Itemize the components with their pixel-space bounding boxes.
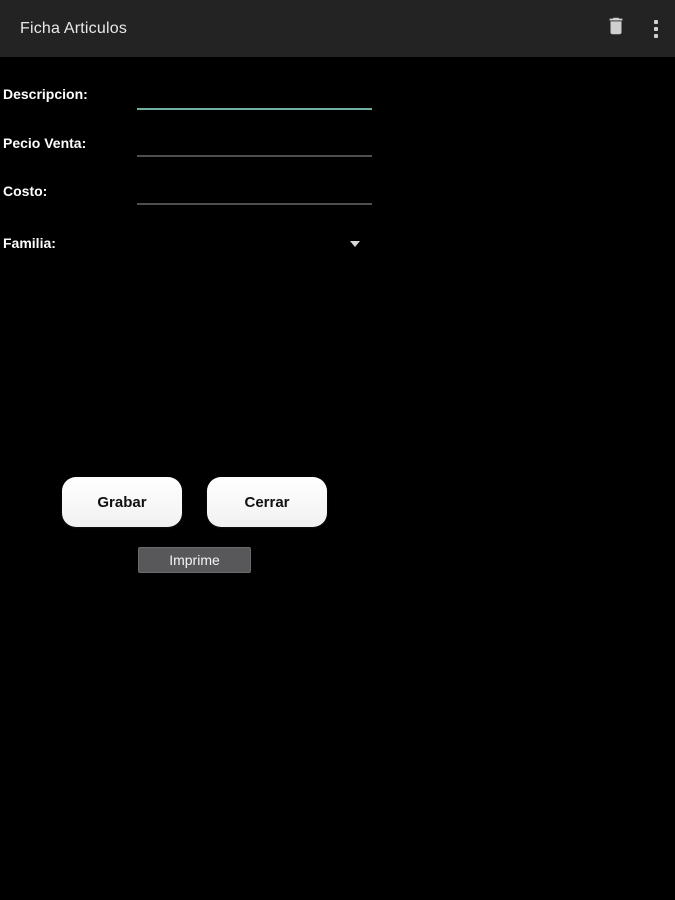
overflow-menu-icon <box>654 20 658 38</box>
familia-spinner[interactable] <box>137 228 372 258</box>
pecio-venta-input[interactable] <box>137 129 372 157</box>
descripcion-input[interactable] <box>137 82 372 110</box>
descripcion-label: Descripcion: <box>3 86 88 102</box>
app-bar <box>0 0 675 57</box>
trash-icon <box>605 14 627 43</box>
overflow-menu-button[interactable] <box>640 0 672 57</box>
pecio-venta-label: Pecio Venta: <box>3 135 87 151</box>
costo-input[interactable] <box>137 177 372 205</box>
familia-label: Familia: <box>3 235 56 251</box>
imprime-button[interactable]: Imprime <box>138 547 251 573</box>
page-title: Ficha Articulos <box>20 19 128 37</box>
grabar-button[interactable]: Grabar <box>62 477 182 527</box>
delete-button[interactable] <box>592 0 640 57</box>
chevron-down-icon <box>350 241 360 247</box>
cerrar-button[interactable]: Cerrar <box>207 477 327 527</box>
costo-label: Costo: <box>3 183 48 199</box>
